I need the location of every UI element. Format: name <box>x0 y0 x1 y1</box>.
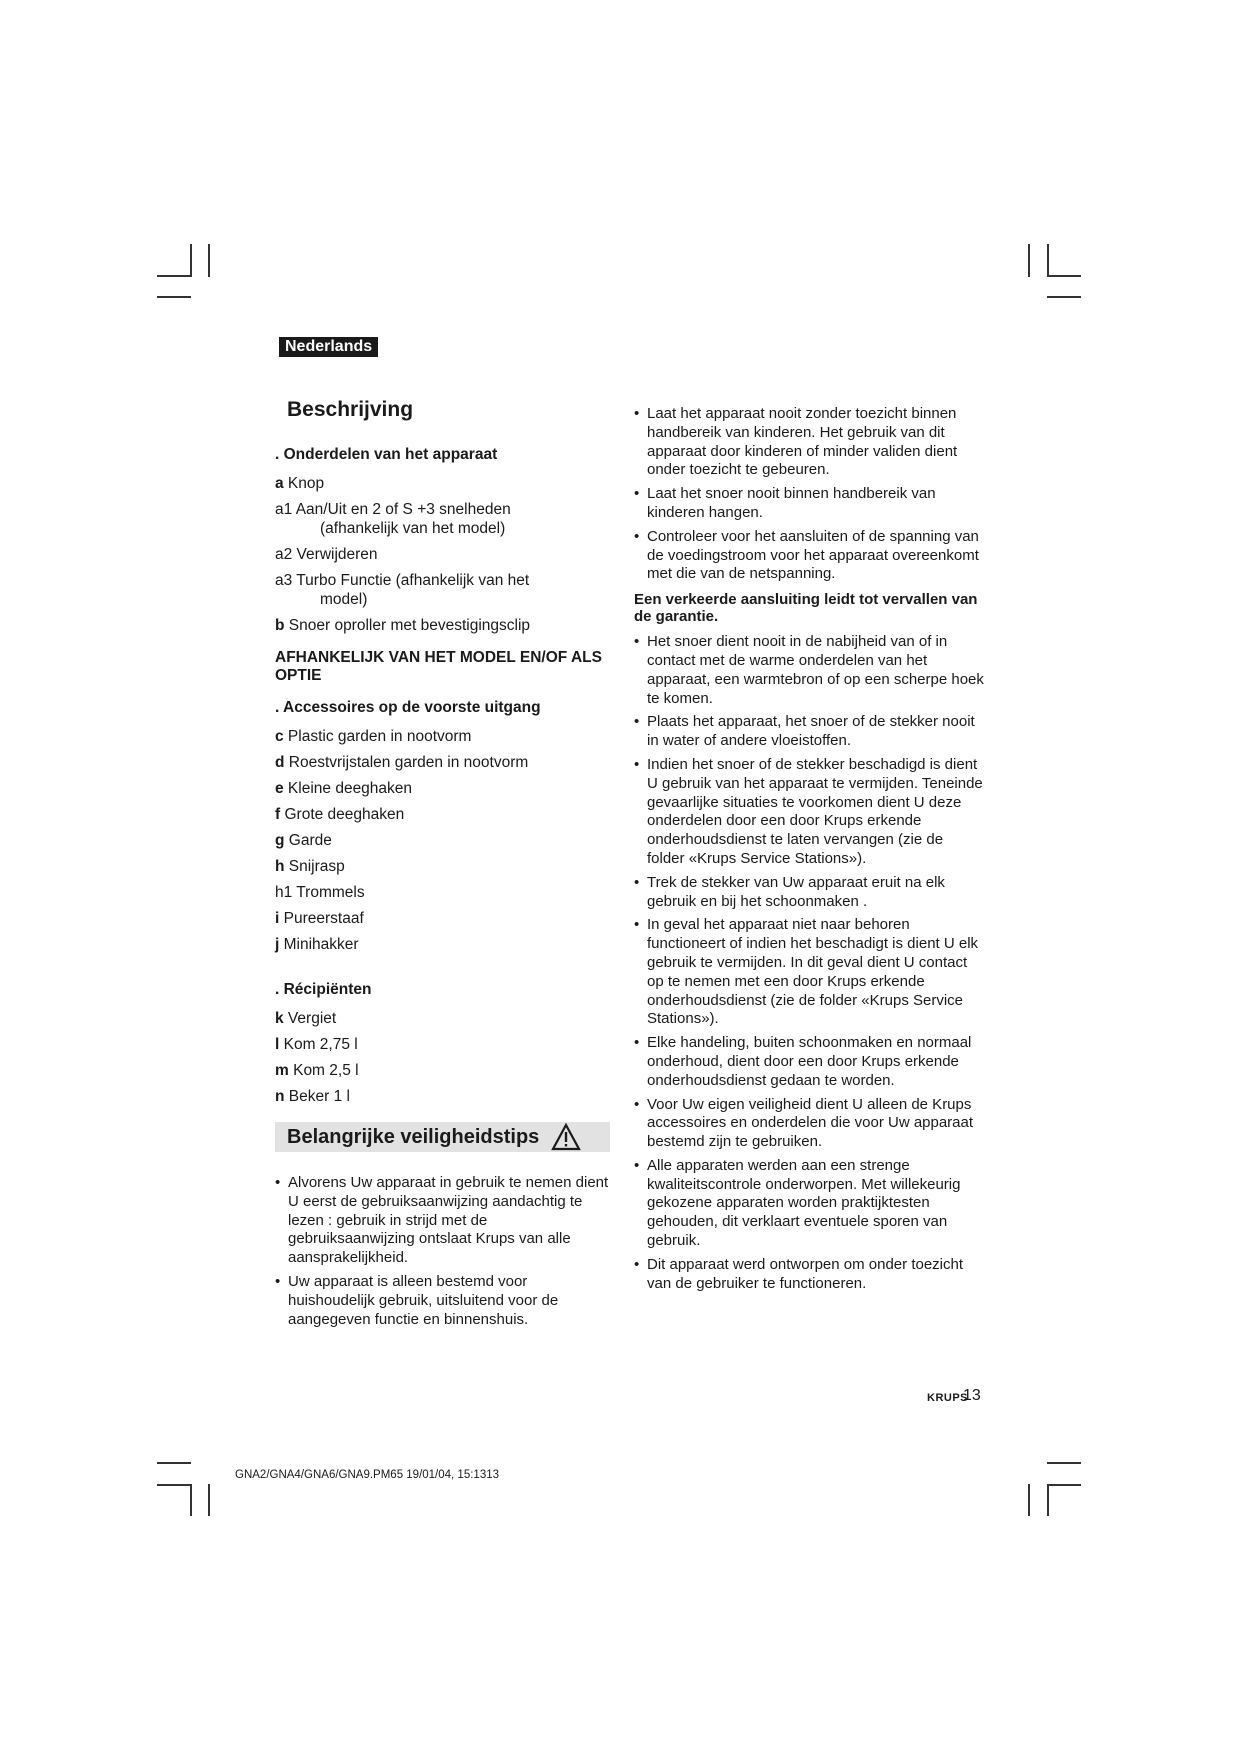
safety-left-list <box>275 1174 610 1329</box>
option-note: AFHANKELIJK VAN HET MODEL EN/OF ALS OPTIE <box>275 649 602 684</box>
crop-mark <box>1047 1484 1081 1486</box>
parts-list <box>275 474 610 635</box>
bullet-item <box>275 1273 610 1329</box>
item-text: Kom 2,75 l <box>279 1036 358 1053</box>
bullet-mark: • <box>634 1034 640 1052</box>
list-item <box>275 909 610 928</box>
crop-mark <box>190 244 192 277</box>
crop-mark <box>1047 1462 1081 1464</box>
warranty-warning: Een verkeerde aansluiting leidt tot vervallen van de garantie. <box>634 591 978 626</box>
list-item <box>275 857 610 876</box>
item-text: Aan/Uit en 2 of S +3 snelheden <box>292 501 511 518</box>
bullet-item <box>634 916 984 1029</box>
item-text: Vergiet <box>283 1010 337 1027</box>
bullet-text: Uw apparaat is alleen bestemd voor huishoudelijk gebruik, uitsluitend voor de aangegeven functie en binnenshuis. <box>288 1272 559 1328</box>
bullet-text: Plaats het apparaat, het snoer of de stekker nooit in water of andere vloeistoffen. <box>647 713 975 750</box>
bullet-mark: • <box>634 873 640 891</box>
bullet-text: In geval het apparaat niet naar behoren functioneert of indien het beschadigt is dient U elk gebruik te vermijden. In dit geval dient U contact op te nemen met een door Krups erkende onderhoudsdienst (zie de folder «Krups Service Stations»). <box>647 916 979 1028</box>
item-text: Garde <box>284 832 332 849</box>
bullet-item <box>634 874 984 912</box>
list-item <box>275 1035 610 1054</box>
list-item <box>275 935 610 954</box>
safety-heading-box <box>275 1122 610 1152</box>
item-key: j <box>275 936 280 953</box>
list-item <box>275 545 610 564</box>
crop-mark <box>1047 1484 1049 1516</box>
bullet-mark: • <box>275 1272 281 1290</box>
bullet-mark: • <box>634 713 640 731</box>
item-key: b <box>275 617 285 634</box>
list-item <box>275 474 610 493</box>
brand-logo: KRUPS <box>927 1392 969 1404</box>
bullet-text: Indien het snoer of de stekker beschadigd is dient U gebruik van het apparaat te vermijden. Teneinde gevaarlijke situaties te voorkomen dient U deze onderdelen door een door Krups erkende onderhoudsdienst te laten vervangen (zie de folder «Krups Service Stations»). <box>647 755 983 867</box>
bullet-item <box>275 1174 610 1268</box>
list-item <box>275 883 610 902</box>
crop-mark <box>157 296 191 298</box>
slug-line: GNA2/GNA4/GNA6/GNA9.PM65 19/01/04, 15:1313 <box>235 1469 500 1481</box>
bullet-text: Alvorens Uw apparaat in gebruik te nemen dient U eerst de gebruiksaanwijzing aandachtig te lezen : gebruik in strijd met de gebruiksaanwijzing ontslaat Krups van alle aansprakelijkheid. <box>288 1174 609 1267</box>
crop-mark <box>190 1484 192 1516</box>
safety-title: Belangrijke veiligheidstips <box>287 1125 540 1148</box>
parts-heading: . Onderdelen van het apparaat <box>275 446 498 463</box>
bullet-item <box>634 485 984 523</box>
bullet-text: Elke handeling, buiten schoonmaken en normaal onderhoud, dient door een door Krups erkende onderhoudsdienst gedaan te worden. <box>647 1034 972 1089</box>
bullet-mark: • <box>634 1156 640 1174</box>
bullet-mark: • <box>634 755 640 773</box>
bullet-text: Het snoer dient nooit in de nabijheid van of in contact met de warme onderdelen van het apparaat, een warmtebron of op een scherpe hoek te komen. <box>647 633 984 707</box>
item-key: n <box>275 1088 285 1105</box>
item-text: Knop <box>283 475 325 492</box>
left-column <box>275 398 610 1334</box>
crop-mark <box>208 1484 210 1516</box>
bullet-text: Dit apparaat werd ontworpen om onder toezicht van de gebruiker te functioneren. <box>647 1255 964 1292</box>
crop-mark <box>208 244 210 277</box>
bullet-text: Trek de stekker van Uw apparaat eruit na elk gebruik en bij het schoonmaken . <box>647 873 945 910</box>
item-text: Pureerstaaf <box>279 910 364 927</box>
bullet-mark: • <box>634 1255 640 1273</box>
bullet-item <box>634 1096 984 1152</box>
bullet-mark: • <box>634 405 640 422</box>
item-key: d <box>275 754 285 771</box>
item-text: Plastic garden in nootvorm <box>283 728 472 745</box>
crop-mark <box>1047 244 1049 277</box>
bullet-item <box>634 713 984 751</box>
item-text: Beker 1 l <box>284 1088 350 1105</box>
item-text: Turbo Functie (afhankelijk van het <box>292 572 530 589</box>
bullet-text: Controleer voor het aansluiten of de spanning van de voedingstroom voor het apparaat overeenkomt met die van de netspanning. <box>647 527 979 583</box>
item-key: c <box>275 728 284 745</box>
section-title: Beschrijving <box>287 398 414 421</box>
item-continuation: (afhankelijk van het model) <box>320 520 506 537</box>
accessories-heading: . Accessoires op de voorste uitgang <box>275 699 541 716</box>
bullet-text: Voor Uw eigen veiligheid dient U alleen de Krups accessoires en onderdelen die voor Uw apparaat bestemd zijn te gebruiken. <box>647 1095 974 1151</box>
crop-mark <box>157 1462 191 1464</box>
crop-mark <box>1047 296 1081 298</box>
bullet-item <box>634 1034 984 1090</box>
list-item <box>275 1009 610 1028</box>
right-column <box>634 405 984 1298</box>
item-key: m <box>275 1062 289 1079</box>
item-text: Roestvrijstalen garden in nootvorm <box>284 754 529 771</box>
page-number: 13 <box>963 1387 981 1404</box>
item-key: h1 <box>275 884 293 901</box>
item-key: e <box>275 780 284 797</box>
item-text: Grote deeghaken <box>280 806 405 823</box>
item-text: Trommels <box>292 884 365 901</box>
item-key: k <box>275 1010 284 1027</box>
item-key: i <box>275 910 280 927</box>
list-item <box>275 616 610 635</box>
item-text: Snoer oproller met bevestigingsclip <box>284 617 531 634</box>
containers-list <box>275 1009 610 1106</box>
list-item <box>275 727 610 746</box>
crop-mark <box>1028 244 1030 277</box>
list-item <box>275 1087 610 1106</box>
accessories-list <box>275 727 610 954</box>
bullet-text: Laat het apparaat nooit zonder toezicht binnen handbereik van kinderen. Het gebruik van dit apparaat door kinderen of minder validen dient onder toezicht te gebeuren. <box>647 405 958 479</box>
item-text: Minihakker <box>279 936 359 953</box>
containers-heading: . Récipiënten <box>275 981 372 998</box>
list-item <box>275 500 610 538</box>
item-key: g <box>275 832 285 849</box>
item-text: Kleine deeghaken <box>283 780 413 797</box>
bullet-item <box>634 633 984 708</box>
list-item <box>275 831 610 850</box>
bullet-item <box>634 1256 984 1294</box>
bullet-item <box>634 756 984 869</box>
bullet-mark: • <box>634 527 640 545</box>
bullet-item <box>634 528 984 584</box>
bullet-item <box>634 405 984 480</box>
item-key: a3 <box>275 572 293 589</box>
safety-right-list-b <box>634 633 984 1293</box>
bullet-mark: • <box>634 916 640 934</box>
crop-mark <box>157 1484 191 1486</box>
warning-triangle-icon <box>551 1123 581 1151</box>
bullet-text: Alle apparaten werden aan een strenge kwaliteitscontrole onderworpen. Met willekeurig gekozene apparaten worden praktijktesten gehouden, dit verklaart eventuele sporen van gebruik. <box>647 1156 961 1250</box>
spacer <box>275 961 610 981</box>
crop-mark <box>1028 1484 1030 1516</box>
bullet-mark: • <box>634 485 640 503</box>
bullet-text: Laat het snoer nooit binnen handbereik van kinderen hangen. <box>647 485 936 521</box>
item-key: a1 <box>275 501 293 518</box>
item-text: Snijrasp <box>284 858 345 875</box>
crop-mark <box>157 275 191 277</box>
list-item <box>275 571 610 609</box>
list-item <box>275 1061 610 1080</box>
language-tag: Nederlands <box>279 337 378 357</box>
bullet-item <box>634 1157 984 1251</box>
list-item <box>275 779 610 798</box>
item-text: Verwijderen <box>292 546 378 563</box>
item-continuation: model) <box>320 591 368 608</box>
item-key: h <box>275 858 285 875</box>
item-key: a2 <box>275 546 293 563</box>
bullet-mark: • <box>634 633 640 651</box>
crop-mark <box>1047 275 1081 277</box>
bullet-mark: • <box>275 1174 281 1191</box>
list-item <box>275 753 610 772</box>
bullet-mark: • <box>634 1095 640 1113</box>
item-key: a <box>275 475 284 492</box>
item-key: l <box>275 1036 280 1053</box>
item-key: f <box>275 806 281 823</box>
item-text: Kom 2,5 l <box>288 1062 359 1079</box>
safety-right-list-a <box>634 405 984 584</box>
list-item <box>275 805 610 824</box>
